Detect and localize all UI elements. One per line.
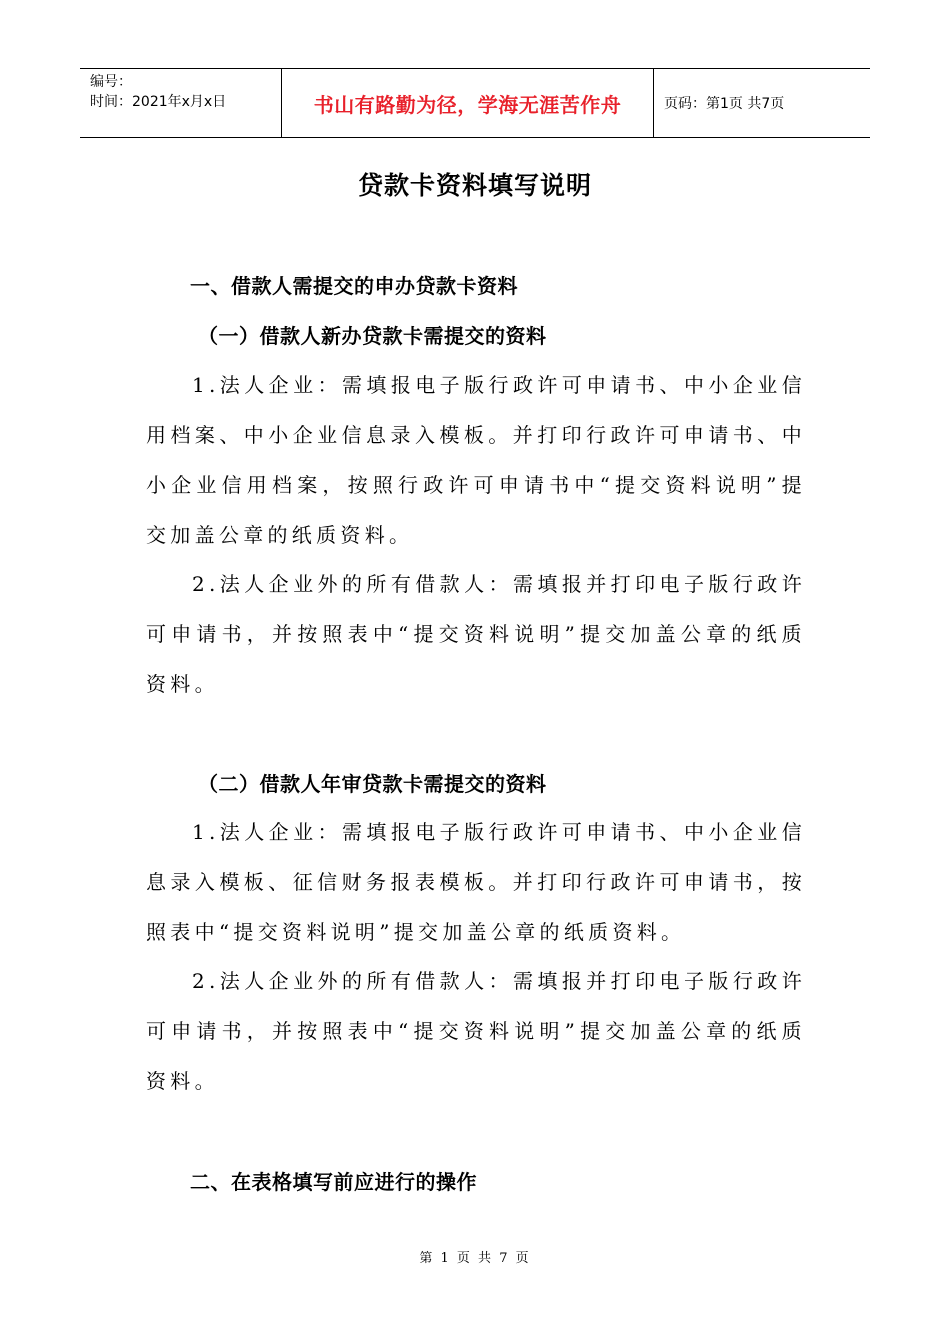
- paragraph-1-2-2: 2.法人企业外的所有借款人：需填报并打印电子版行政许可申请书，并按照表中“提交资料说明”提交加盖公章的纸质资料。: [146, 969, 806, 1093]
- paragraph-1-1-1: 1.法人企业：需填报电子版行政许可申请书、中小企业信用档案、中小企业信息录入模板。并打印行政许可申请书、中小企业信用档案，按照行政许可申请书中“提交资料说明”提交加盖公章的纸质资料。: [146, 373, 806, 547]
- paragraph-1-2-1: 1.法人企业：需填报电子版行政许可申请书、中小企业信息录入模板、征信财务报表模板。并打印行政许可申请书，按照表中“提交资料说明”提交加盖公章的纸质资料。: [146, 820, 806, 944]
- serial-label: 编号：: [90, 74, 132, 90]
- document-title: 贷款卡资料填写说明: [357, 171, 592, 200]
- time-label: 时间：2021年x月x日: [90, 94, 227, 110]
- page-header: [80, 68, 870, 138]
- section-heading-2: 二、在表格填写前应进行的操作: [190, 1170, 477, 1194]
- paragraph-1-1-2: 2.法人企业外的所有借款人：需填报并打印电子版行政许可申请书，并按照表中“提交资料说明”提交加盖公章的纸质资料。: [146, 572, 806, 696]
- section-heading-1: 一、借款人需提交的申办贷款卡资料: [190, 274, 518, 298]
- header-motto: 书山有路勤为径，学海无涯苦作舟: [282, 69, 654, 137]
- subsection-heading-1-1: （一）借款人新办贷款卡需提交的资料: [198, 324, 547, 348]
- header-meta: [80, 69, 282, 137]
- header-page-info: 页码：第1页 共7页: [664, 96, 785, 112]
- page-footer: 第 1 页 共 7 页: [419, 1251, 531, 1266]
- subsection-heading-1-2: （二）借款人年审贷款卡需提交的资料: [198, 772, 547, 796]
